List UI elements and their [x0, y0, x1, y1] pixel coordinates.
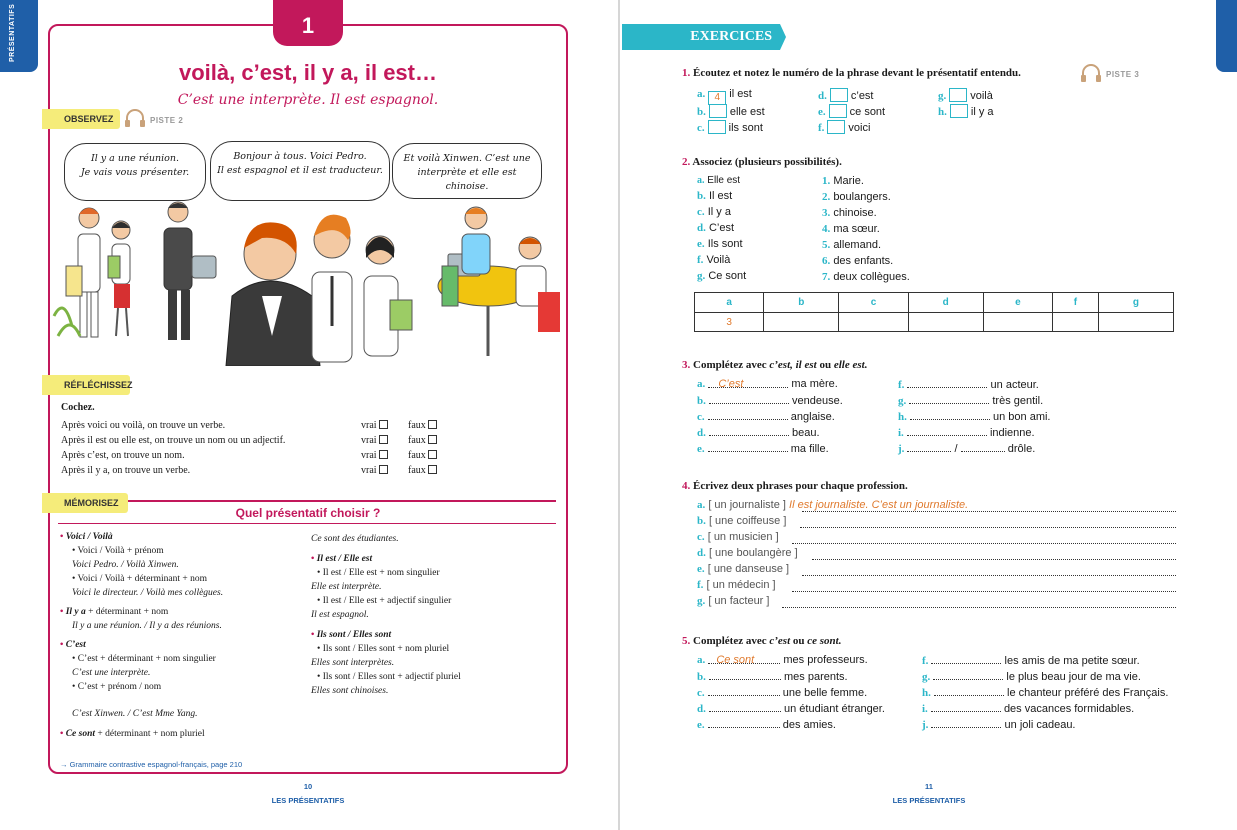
check-row-4-faux[interactable]: [408, 465, 437, 476]
office-illustration: [50, 196, 566, 366]
memo-ilssont-heading: Ils sont / Elles sont: [316, 630, 392, 640]
ex5-blank-b[interactable]: [709, 670, 781, 680]
memo-column-1: • Voici / Voilà • Voici / Voilà + prénom Voici Pedro. / Voilà Xinwen. • Voici / Voilà + déterminant + nom Voici le directeur. / Voilà mes collègues. • Il y a + déterminant + nom Il y a une réunion. / Il y a des réunions. • C’est • C’est + déterminant + nom singulier C’est une interprète. • C’est + prénom / nom C’est Xinwen. / C’est Mme Yang. • Ce sont + déterminant + nom pluriel: [60, 530, 300, 741]
ex2-number: 2.: [682, 156, 691, 168]
vrai-label: vrai: [361, 420, 377, 431]
grid-answer-cell[interactable]: [839, 313, 908, 332]
grid-answer-cell[interactable]: [908, 313, 983, 332]
check-row-2-vrai[interactable]: [361, 435, 388, 446]
page-number-right: 11: [925, 782, 933, 791]
check-row-1-faux[interactable]: [408, 420, 437, 431]
faux-label: faux: [408, 465, 426, 476]
ex1-answer-box-b[interactable]: [709, 104, 727, 118]
faux-checkbox[interactable]: [428, 465, 437, 474]
memo-ilya-rule: + déterminant + nom: [85, 607, 169, 617]
ex5-item-a: a. Ce sont mes professeurs.: [697, 654, 868, 666]
ex3-item-e: e. ma fille.: [697, 443, 829, 455]
ex2-right-3: 3. chinoise.: [822, 207, 877, 219]
memo-cesont-heading: Ce sont: [65, 729, 96, 739]
person-seated-2: [516, 237, 560, 332]
ex1-answer-box-a[interactable]: 4: [708, 91, 726, 105]
reflechissez-tag: RÉFLÉCHISSEZ: [42, 375, 130, 395]
ex5-item-h: h. le chanteur préféré des Français.: [922, 687, 1169, 699]
ex5-blank-f[interactable]: [931, 654, 1001, 664]
grid-header: a: [695, 293, 764, 313]
ex4-number: 4.: [682, 480, 691, 492]
ex3-blank-c[interactable]: [708, 410, 788, 420]
memo-cest-example-1: C’est une interprète.: [72, 668, 151, 678]
ex5-item-b: b. mes parents.: [697, 671, 848, 683]
ex2-left-b: b. Il est: [697, 190, 733, 202]
memo-ilssont-example-1: Elles sont interprètes.: [311, 658, 395, 668]
memo-ilest-rule-1: • Il est / Elle est + nom singulier: [317, 568, 440, 578]
ex3-item-j: j. / drôle.: [898, 443, 1036, 455]
bubble-1-line-2: Je vais vous présenter.: [80, 167, 190, 178]
ex4-item-g: g. [ un facteur ]: [697, 595, 770, 607]
person-seated-1: [462, 207, 490, 274]
ex1-instructions: Écoutez et notez le numéro de la phrase devant le présentatif entendu.: [693, 67, 1021, 79]
ex5-blank-i[interactable]: [931, 702, 1001, 712]
ex4-line-d[interactable]: [812, 559, 1176, 560]
memo-rule-top: [128, 500, 556, 502]
ex1-item-c: c. ils sont: [697, 122, 763, 134]
vrai-label: vrai: [361, 435, 377, 446]
ex1-answer-box-c[interactable]: [708, 120, 726, 134]
ex2-right-6: 6. des enfants.: [822, 255, 894, 267]
ex5-blank-e[interactable]: [708, 718, 780, 728]
ex2-right-7: 7. deux collègues.: [822, 271, 910, 283]
check-row-3-text: Après c’est, on trouve un nom.: [61, 450, 185, 461]
ex3-blank-g[interactable]: [909, 394, 989, 404]
page-spine: [618, 0, 620, 830]
memo-cest-example-2: C’est Xinwen. / C’est Mme Yang.: [72, 709, 198, 719]
lesson-number: 1: [273, 0, 343, 46]
vrai-checkbox[interactable]: [379, 420, 388, 429]
side-tab-right: [1216, 0, 1237, 72]
ex2-left-c: c. Il y a: [697, 206, 731, 218]
grammar-reference-link[interactable]: → Grammaire contrastive espagnol-français, page 210: [60, 760, 243, 769]
ex2-right-5: 5. allemand.: [822, 239, 882, 251]
ex4-item-b: b. [ une coiffeuse ]: [697, 515, 787, 527]
ex2-left-e: e. Ils sont: [697, 238, 743, 250]
ex3-blank-d[interactable]: [709, 426, 789, 436]
ex5-blank-j[interactable]: [931, 718, 1001, 728]
bubble-2-line-1: Bonjour à tous. Voici Pedro.: [233, 151, 367, 162]
memo-voici-rule-2: • Voici / Voilà + déterminant + nom: [72, 574, 207, 584]
ex1-answer-box-g[interactable]: [949, 88, 967, 102]
ex5-blank-g[interactable]: [933, 670, 1003, 680]
ex4-item-f: f. [ un médecin ]: [697, 579, 776, 591]
cochez-label: Cochez.: [61, 402, 95, 413]
ex4-item-e: e. [ une danseuse ]: [697, 563, 790, 575]
faux-label: faux: [408, 435, 426, 446]
person-center-2: [312, 215, 352, 362]
bubble-3-line-2: interprète et elle est chinoise.: [417, 167, 517, 192]
ex1-item-e: e. ce sont: [818, 106, 886, 118]
ex5-blank-c[interactable]: [708, 686, 780, 696]
ex4-line-c[interactable]: [792, 543, 1176, 544]
grid-answer-cell[interactable]: [983, 313, 1052, 332]
piste-3-label: PISTE 3: [1106, 70, 1140, 79]
ex5-item-c: c. une belle femme.: [697, 687, 868, 699]
memo-ilest-example-1: Elle est interprète.: [311, 582, 382, 592]
memo-rule-bottom: [58, 523, 556, 524]
ex1-answer-box-f[interactable]: [827, 120, 845, 134]
faux-label: faux: [408, 450, 426, 461]
memo-voici-heading: Voici / Voilà: [65, 532, 113, 542]
ex3-title: 3. Complétez avec c’est, il est ou elle est.: [682, 359, 868, 371]
ex2-right-1: 1. Marie.: [822, 175, 864, 187]
grid-answer-cell[interactable]: [1098, 313, 1173, 332]
ex3-item-g: g. très gentil.: [898, 395, 1044, 407]
side-tab-left: [0, 0, 38, 72]
ex3-item-c: c. anglaise.: [697, 411, 835, 423]
ex3-item-f: f. un acteur.: [898, 379, 1039, 391]
speech-bubble-1: [64, 143, 206, 201]
ex5-item-f: f. les amis de ma petite sœur.: [922, 655, 1140, 667]
grid-header: e: [983, 293, 1052, 313]
ex4-line-g[interactable]: [782, 607, 1176, 608]
speech-bubble-2: [210, 141, 390, 201]
vrai-checkbox[interactable]: [379, 435, 388, 444]
ex5-blank-h[interactable]: [934, 686, 1004, 696]
check-row-2-text: Après il est ou elle est, on trouve un nom ou un adjectif.: [61, 435, 286, 446]
ex4-title: [682, 480, 908, 492]
ex5-item-d: d. un étudiant étranger.: [697, 703, 885, 715]
ex4-item-a: a. [ un journaliste ] Il est journaliste. C’est un journaliste.: [697, 499, 969, 511]
side-tab-label: PRÉSENTATIFS: [9, 3, 16, 62]
ex2-left-g: g. Ce sont: [697, 270, 747, 282]
ex5-item-i: i. des vacances formidables.: [922, 703, 1135, 715]
grid-header: d: [908, 293, 983, 313]
page-number-left: 10: [303, 782, 313, 791]
ex3-blank-h[interactable]: [910, 410, 990, 420]
ex3-blank-j1[interactable]: [907, 442, 951, 452]
ex3-item-i: i. indienne.: [898, 427, 1035, 439]
ex4-line-f[interactable]: [792, 591, 1176, 592]
ex3-item-a: a. C’est ma mère.: [697, 378, 838, 390]
grid-header: f: [1053, 293, 1099, 313]
check-row-1-vrai[interactable]: [361, 420, 388, 431]
person-left-3: [164, 202, 216, 340]
memo-voici-example-1: Voici Pedro. / Voilà Xinwen.: [72, 560, 179, 570]
ex3-item-b: b. vendeuse.: [697, 395, 843, 407]
ex3-item-h: h. un bon ami.: [898, 411, 1051, 423]
vrai-label: vrai: [361, 450, 377, 461]
check-row-3-vrai[interactable]: [361, 450, 388, 461]
ex4-line-b[interactable]: [800, 527, 1176, 528]
ex1-answer-box-e[interactable]: [829, 104, 847, 118]
ex1-item-d: d. c’est: [818, 90, 874, 102]
ex3-blank-b[interactable]: [709, 394, 789, 404]
faux-checkbox[interactable]: [428, 435, 437, 444]
vrai-label: vrai: [361, 465, 377, 476]
ex4-answer-a[interactable]: Il est journaliste. C’est un journaliste.: [789, 499, 969, 511]
ex3-blank-a[interactable]: C’est: [708, 378, 788, 388]
memo-ilssont-rule-2: • Ils sont / Elles sont + adjectif pluriel: [317, 672, 461, 682]
ex3-blank-j2[interactable]: [961, 442, 1005, 452]
ex1-item-h: h. il y a: [938, 106, 994, 118]
check-row-1-text: Après voici ou voilà, on trouve un verbe.: [61, 420, 226, 431]
memo-voici-rule-1: • Voici / Voilà + prénom: [72, 546, 164, 556]
ex2-left-f: f. Voilà: [697, 254, 731, 266]
memo-ilest-example-2: Il est espagnol.: [311, 610, 369, 620]
ex5-blank-a[interactable]: Ce sont: [708, 654, 780, 664]
ex4-instructions: Écrivez deux phrases pour chaque profession.: [693, 480, 908, 492]
page-label-left: LES PRÉSENTATIFS: [271, 796, 345, 805]
ex1-item-a: a. 4 il est: [697, 88, 752, 103]
ex2-answer-grid: [694, 292, 1174, 332]
grid-answer-cell[interactable]: 3: [695, 313, 764, 332]
ex3-number: 3.: [682, 359, 691, 371]
faux-label: faux: [408, 420, 426, 431]
bubble-1-line-1: Il y a une réunion.: [90, 153, 180, 164]
ex3-blank-f[interactable]: [907, 378, 987, 388]
grid-header: b: [764, 293, 839, 313]
ex2-title: [682, 156, 842, 168]
ex4-line-a[interactable]: [802, 511, 1176, 512]
memo-cesont-rule: + déterminant + nom pluriel: [95, 729, 205, 739]
check-row-2-faux[interactable]: [408, 435, 437, 446]
ex4-item-d: d. [ une boulangère ]: [697, 547, 798, 559]
person-left-1: [66, 208, 100, 337]
faux-checkbox[interactable]: [428, 420, 437, 429]
ex1-number: 1.: [682, 67, 691, 79]
memo-ilest-heading: Il est / Elle est: [316, 554, 373, 564]
memo-ilssont-example-2: Elles sont chinoises.: [311, 686, 389, 696]
memo-voici-example-2: Voici le directeur. / Voilà mes collègues.: [72, 588, 224, 598]
memo-cest-rule-1: • C’est + déterminant + nom singulier: [72, 654, 216, 664]
ex2-instructions: Associez (plusieurs possibilités).: [692, 156, 842, 168]
memo-ilya-heading: Il y a: [65, 607, 86, 617]
ex3-blank-i[interactable]: [907, 426, 987, 436]
bubble-2-line-2: Il est espagnol et il est traducteur.: [217, 165, 383, 176]
ex3-item-d: d. beau.: [697, 427, 820, 439]
ex5-title: 5. Complétez avec c’est ou ce sont.: [682, 635, 842, 647]
bubble-3-line-1: Et voilà Xinwen. C’est une: [403, 153, 531, 164]
ex5-item-j: j. un joli cadeau.: [922, 719, 1076, 731]
ex1-answer-box-d[interactable]: [830, 88, 848, 102]
lesson-subtitle: C’est une interprète. Il est espagnol.: [177, 92, 439, 108]
grid-header: c: [839, 293, 908, 313]
ex5-item-e: e. des amies.: [697, 719, 836, 731]
exercices-header: EXERCICES: [622, 24, 780, 50]
memo-ilssont-rule-1: • Ils sont / Elles sont + nom pluriel: [317, 644, 450, 654]
memo-cest-rule-2: • C’est + prénom / nom: [72, 682, 162, 692]
speech-bubble-3: [392, 143, 542, 199]
ex2-left-a: a. Elle est: [697, 175, 741, 186]
ex1-item-g: g. voilà: [938, 90, 993, 102]
page-label-right: LES PRÉSENTATIFS: [892, 796, 966, 805]
ex1-item-b: b. elle est: [697, 106, 765, 118]
grid-answer-cell[interactable]: [764, 313, 839, 332]
memo-ilest-rule-2: • Il est / Elle est + adjectif singulier: [317, 596, 452, 606]
lesson-title: voilà, c’est, il y a, il est…: [178, 60, 437, 85]
check-row-3-faux[interactable]: [408, 450, 437, 461]
ex2-right-4: 4. ma sœur.: [822, 223, 880, 235]
memo-column-2: Ce sont des étudiantes. • Il est / Elle est • Il est / Elle est + nom singulier Elle est interprète. • Il est / Elle est + adjectif singulier Il est espagnol. • Ils sont / Elles sont • Ils sont / Elles sont + nom pluriel Elles sont interprètes. • Ils sont / Elles sont + adjectif pluriel Elles sont chinoises.: [311, 532, 551, 698]
headphones-icon: [124, 108, 146, 128]
check-row-4-vrai[interactable]: [361, 465, 388, 476]
faux-checkbox[interactable]: [428, 450, 437, 459]
ex4-item-c: c. [ un musicien ]: [697, 531, 779, 543]
vrai-checkbox[interactable]: [379, 465, 388, 474]
vrai-checkbox[interactable]: [379, 450, 388, 459]
ex2-left-d: d. C’est: [697, 222, 734, 234]
ex1-title: [682, 67, 1021, 79]
person-left-2: [108, 221, 130, 336]
memo-ilya-example: Il y a une réunion. / Il y a des réunions.: [72, 621, 222, 631]
memo-cest-heading: C’est: [65, 640, 86, 650]
memo-cesont-example: Ce sont des étudiantes.: [311, 534, 399, 544]
ex5-number: 5.: [682, 635, 691, 647]
check-row-4-text: Après il y a, on trouve un verbe.: [61, 465, 191, 476]
ex4-line-e[interactable]: [802, 575, 1176, 576]
ex2-right-2: 2. boulangers.: [822, 191, 891, 203]
ex3-blank-e[interactable]: [708, 442, 788, 452]
piste-2-label: PISTE 2: [150, 116, 184, 125]
ex5-blank-d[interactable]: [709, 702, 781, 712]
grid-header: g: [1098, 293, 1173, 313]
memo-title: Quel présentatif choisir ?: [235, 506, 381, 520]
grid-answer-cell[interactable]: [1053, 313, 1099, 332]
ex5-item-g: g. le plus beau jour de ma vie.: [922, 671, 1141, 683]
observez-tag: OBSERVEZ: [42, 109, 120, 129]
ex1-answer-box-h[interactable]: [950, 104, 968, 118]
headphones-icon: [1080, 63, 1102, 83]
memorisez-tag: MÉMORISEZ: [42, 493, 128, 513]
ex1-item-f: f. voici: [818, 122, 871, 134]
person-xinwen: [364, 236, 412, 356]
